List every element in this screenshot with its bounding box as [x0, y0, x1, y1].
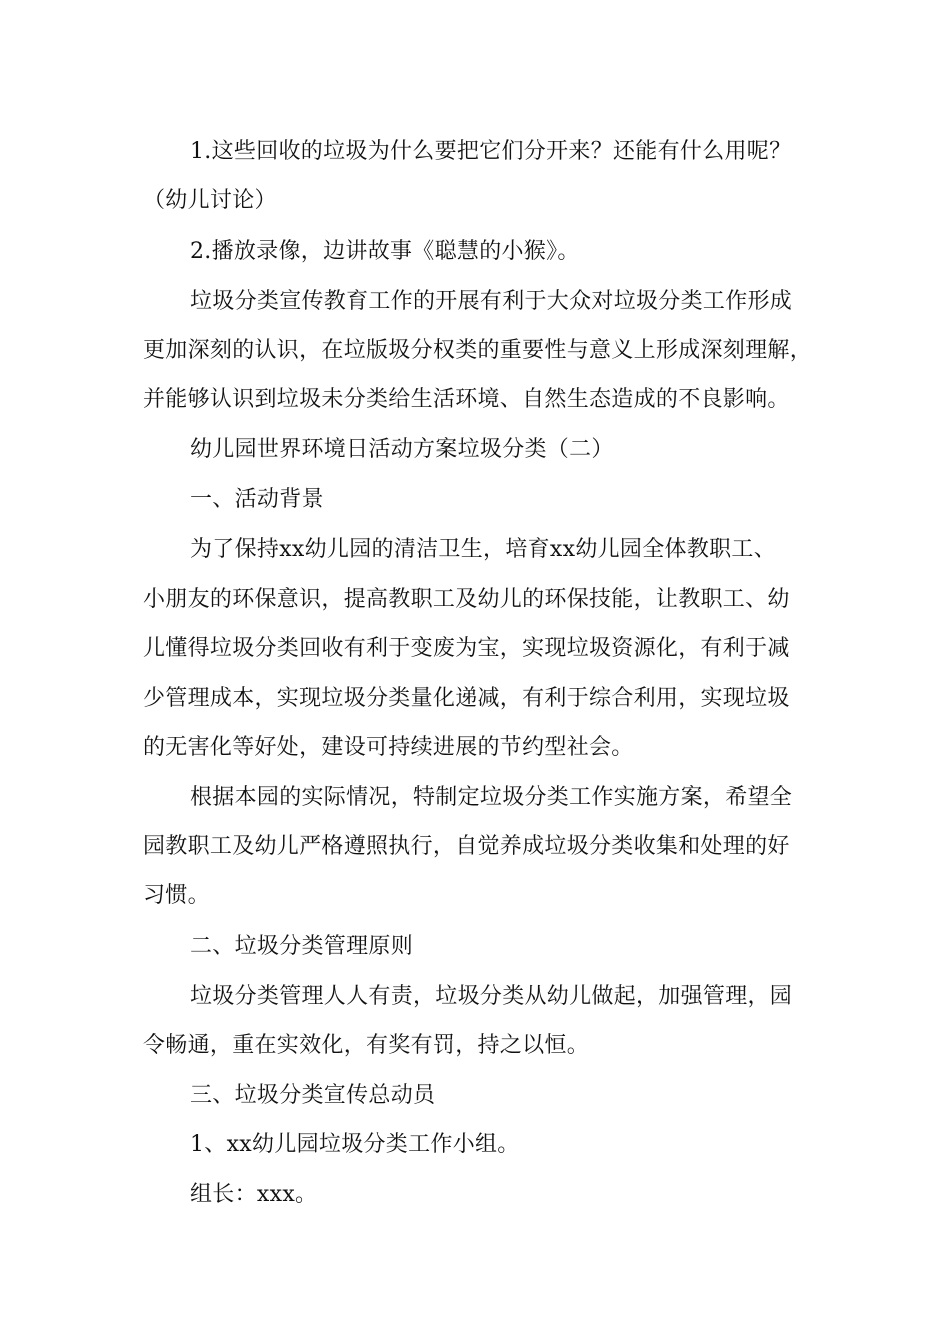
discussion-note: （幼儿讨论） [143, 188, 277, 213]
video-story-step: 2.播放录像，边讲故事《聪慧的小猴》。 [190, 239, 580, 264]
paragraph-line: 更加深刻的认识，在垃版圾分权类的重要性与意义上形成深刻理解， [143, 338, 813, 363]
paragraph-line: 垃圾分类管理人人有责，垃圾分类从幼儿做起，加强管理，园 [190, 984, 793, 1009]
heading-mobilization: 三、垃圾分类宣传总动员 [190, 1083, 436, 1108]
paragraph-line: 为了保持xx幼儿园的清洁卫生，培育xx幼儿园全体教职工、 [190, 537, 777, 562]
paragraph-line: 的无害化等好处，建设可持续进展的节约型社会。 [143, 735, 634, 760]
heading-principles: 二、垃圾分类管理原则 [190, 934, 414, 959]
group-leader: 组长：xxx。 [190, 1182, 318, 1207]
heading-background: 一、活动背景 [190, 487, 324, 512]
paragraph-line: 并能够认识到垃圾未分类给生活环境、自然生态造成的不良影响。 [143, 387, 790, 412]
paragraph-line: 少管理成本，实现垃圾分类量化递减，有利于综合利用，实现垃圾 [143, 686, 790, 711]
work-group-item: 1、xx幼儿园垃圾分类工作小组。 [190, 1132, 520, 1157]
paragraph-line: 儿懂得垃圾分类回收有利于变废为宝，实现垃圾资源化，有利于减 [143, 636, 790, 661]
paragraph-line: 习惯。 [143, 883, 210, 908]
paragraph-line: 根据本园的实际情况，特制定垃圾分类工作实施方案，希望全 [190, 785, 793, 810]
paragraph-line: 令畅通，重在实效化，有奖有罚，持之以恒。 [143, 1033, 590, 1058]
paragraph-line: 小朋友的环保意识，提高教职工及幼儿的环保技能，让教职工、幼 [143, 587, 790, 612]
paragraph-line: 垃圾分类宣传教育工作的开展有利于大众对垃圾分类工作形成 [190, 289, 793, 314]
section-title: 幼儿园世界环境日活动方案垃圾分类（二） [190, 437, 614, 462]
paragraph-line: 园教职工及幼儿严格遵照执行，自觉养成垃圾分类收集和处理的好 [143, 834, 790, 859]
discussion-question: 1.这些回收的垃圾为什么要把它们分开来？还能有什么用呢？ [190, 139, 792, 164]
